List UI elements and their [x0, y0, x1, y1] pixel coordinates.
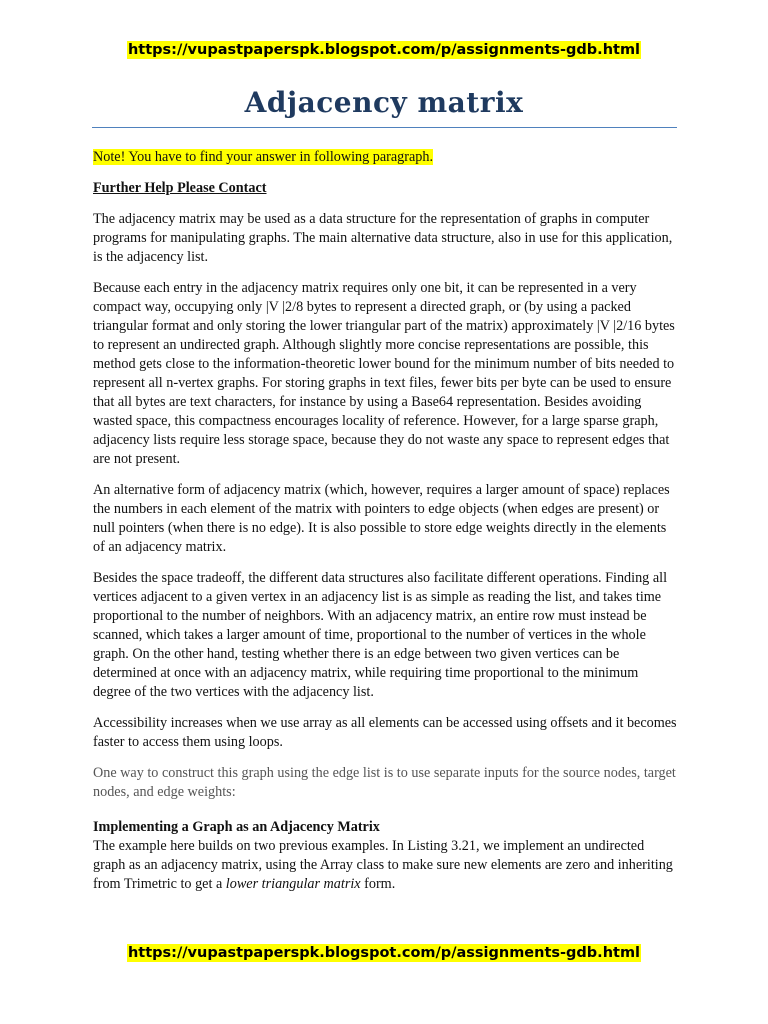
implementation-paragraph — [93, 837, 679, 894]
footer-link[interactable] — [0, 945, 768, 961]
paragraph-1: The adjacency matrix may be used as a data structure for the representation of graphs in computer programs for manipulating graphs. The main alternative data structure, also in use for this application, is the adjacency list. — [93, 211, 673, 265]
header-link[interactable] — [0, 42, 768, 58]
gray-paragraph: One way to construct this graph using the edge list is to use separate inputs for the source nodes, target nodes, and edge weights: — [93, 765, 676, 800]
implementation-heading: Implementing a Graph as an Adjacency Matrix — [93, 819, 380, 835]
paragraph-2: Because each entry in the adjacency matrix requires only one bit, it can be represented in a very compact way, occupying only |V |2/8 bytes to represent a directed graph, or (by using a packed triangular format and only storing the lower triangular part of the matrix) approximately |V |2/16 bytes to represent an undirected graph. Although slightly more concise representations are possible, this method gets close to the information-theoretic lower bound for the minimum number of bits needed to represent all n-vertex graphs. For storing graphs in text files, fewer bits per byte can be used to ensure that all bytes are text characters, for instance by using a Base64 representation. Besides avoiding wasted space, this compactness encourages locality of reference. However, for a large sparse graph, adjacency lists require less storage space, because they do not waste any space to represent edges that are not present. — [93, 280, 675, 467]
title-divider — [92, 127, 677, 128]
footer-link-text[interactable]: https://vupastpaperspk.blogspot.com/p/assignments-gdb.html — [127, 945, 641, 961]
paragraph-4: Besides the space tradeoff, the different data structures also facilitate different operations. Finding all vertices adjacent to a given vertex in an adjacency list is as simple as reading the list, and takes time proportional to the number of neighbors. With an adjacency matrix, an entire row must instead be scanned, which takes a larger amount of time, proportional to the number of vertices in the whole graph. On the other hand, testing whether there is an edge between two given vertices can be determined at once with an adjacency matrix, while requiring time proportional to the minimum degree of the two vertices with the adjacency list. — [93, 570, 668, 700]
contact-heading: Further Help Please Contact — [93, 180, 267, 196]
note-text: Note! You have to find your answer in following paragraph. — [93, 149, 434, 165]
impl-text-italic: lower triangular matrix — [225, 876, 361, 892]
impl-text-after: form. — [360, 876, 396, 892]
paragraph-5: Accessibility increases when we use array as all elements can be accessed using offsets and it becomes faster to access them using loops. — [93, 715, 677, 750]
page-title: Adjacency matrix — [244, 86, 524, 119]
header-link-text[interactable]: https://vupastpaperspk.blogspot.com/p/assignments-gdb.html — [127, 42, 641, 58]
note-line — [93, 148, 679, 167]
document-body — [93, 148, 679, 906]
impl-text-before: The example here builds on two previous examples. In Listing 3.21, we implement an undirected graph as an adjacency matrix, using the Array class to make sure new elements are zero and inheriting from Trimetric to get a — [93, 838, 673, 892]
paragraph-3: An alternative form of adjacency matrix (which, however, requires a larger amount of space) replaces the numbers in each element of the matrix with pointers to edge objects (when edges are present) or null pointers (when there is no edge). It is also possible to store edge weights directly in the elements of an adjacency matrix. — [93, 482, 670, 555]
